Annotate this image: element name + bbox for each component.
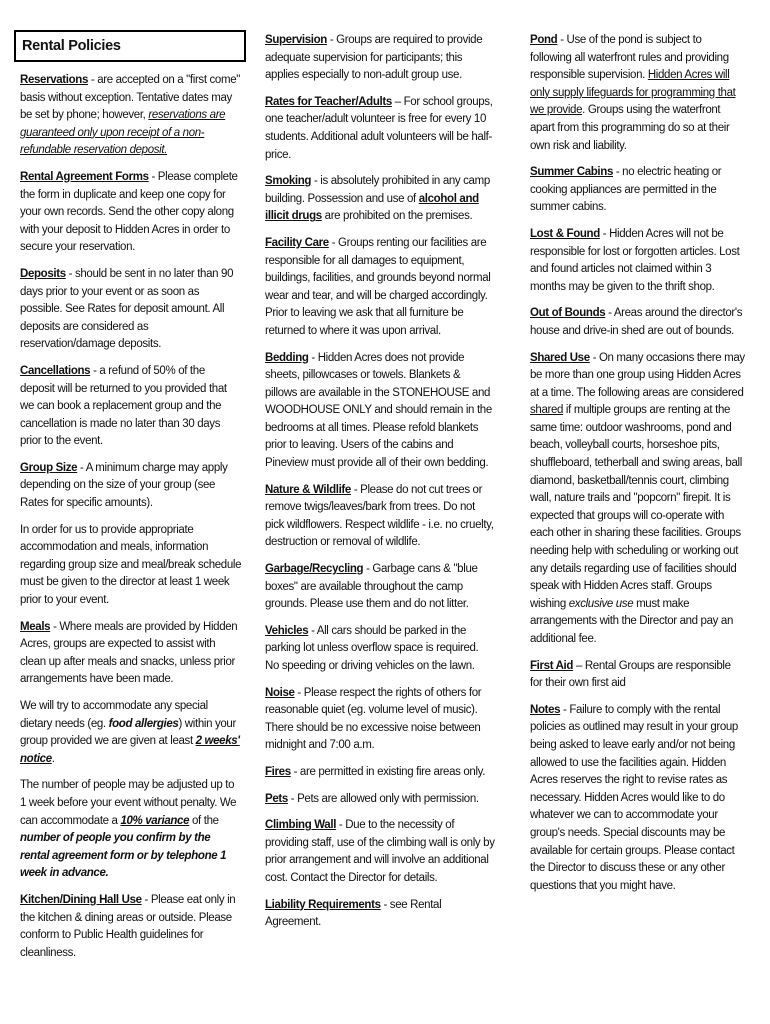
climbing-paragraph (265, 817, 495, 887)
kitchen-paragraph (20, 892, 242, 962)
deposits-text: - should be sent in no later than 90 days prior to your event or as soon as possible. See Rates for deposit amount. All deposits are considered as reservation/damage deposits. (20, 267, 234, 351)
reservations-heading: Reservations (20, 74, 89, 86)
facility-heading: Facility Care (265, 236, 329, 249)
group-size-paragraph (20, 460, 242, 513)
shared-use-italic: exclusive use (568, 597, 634, 610)
kitchen-heading: Kitchen/Dining Hall Use (20, 893, 142, 906)
noise-heading: Noise (265, 686, 295, 699)
liability-heading: Liability Requirements (265, 898, 381, 911)
smoking-heading: Smoking (265, 175, 312, 188)
meals-paragraph (20, 619, 242, 689)
dietary-paragraph (20, 698, 242, 768)
nature-text: - Please do not cut trees or remove twigs/leaves/bark from trees. Do not pick wildflowers. Respect wildlife - i.e. no cruelty, destruction or removal of wildlife. (265, 483, 494, 549)
notes-text: - Failure to comply with the rental policies as outlined may result in your group being asked to leave early and/or not being allowed to use the facilities again. Hidden Acres reserves the right to revise rates as necessary. Hidden Acres would like to do whatever we can to accommodate your group's needs. Special discounts may be available for certain groups. Please contact the Director to discuss these or any other questions that you might have. (530, 703, 738, 892)
liability-paragraph (265, 897, 495, 932)
column-3 (530, 32, 745, 904)
order-paragraph: In order for us to provide appropriate accommodation and meals, information regarding group size and meal/break schedule must be given to the director at least 1 week prior to your event. (20, 523, 242, 607)
group-size-text: - A minimum charge may apply depending on the size of your group (see Rates for specific amounts). (20, 461, 228, 510)
bounds-heading: Out of Bounds (530, 307, 606, 320)
pond-emphasis: Hidden Acres will only supply lifeguards for programming that we provide (530, 69, 736, 117)
rates-text: – For school groups, one teacher/adult volunteer is free for every 10 students. Additional adult volunteers will be half-price. (265, 95, 493, 161)
supervision-paragraph (265, 32, 495, 85)
pets-text: - Pets are allowed only with permission. (287, 792, 479, 805)
bounds-paragraph (530, 305, 745, 340)
notes-paragraph (530, 702, 745, 896)
vehicles-heading: Vehicles (265, 624, 309, 637)
fires-heading: Fires (265, 765, 291, 778)
bedding-heading: Bedding (265, 351, 309, 364)
rates-heading: Rates for Teacher/Adults (265, 95, 392, 108)
garbage-heading: Garbage/Recycling (265, 563, 364, 576)
shared-use-emphasis: shared (530, 404, 564, 417)
liability-text: - see Rental Agreement. (265, 898, 442, 929)
lost-found-paragraph (530, 226, 745, 296)
title-box (14, 30, 246, 62)
rental-forms-paragraph (20, 169, 242, 257)
shared-use-text-1: - On many occasions there may be more than one group using Hidden Acres at a time. The following areas are considered (530, 351, 745, 399)
shared-use-heading: Shared Use (530, 351, 590, 364)
shared-use-text-3: must make arrangements with the Director and pay an additional fee. (530, 597, 733, 645)
lost-found-text: - Hidden Acres will not be responsible for lost or forgotten articles. Lost and found articles not claimed within 3 months may be given to the thrift shop. (530, 227, 740, 293)
bedding-paragraph (265, 350, 495, 473)
group-size-heading: Group Size (20, 461, 78, 474)
facility-paragraph (265, 235, 495, 341)
dietary-text-e: . (51, 752, 55, 765)
page-title: Rental Policies (22, 38, 121, 54)
garbage-text: - Garbage cans & "blue boxes" are available throughout the camp grounds. Please use them and do not litter. (265, 563, 478, 611)
cancellations-text: - a refund of 50% of the deposit will be returned to you provided that we can book a replacement group and the cancellation is made no later than 30 days prior to the event. (20, 364, 227, 448)
deposits-heading: Deposits (20, 267, 66, 280)
climbing-heading: Climbing Wall (265, 819, 337, 832)
smoking-emphasis: alcohol and illicit drugs (265, 192, 479, 223)
number-paragraph (20, 777, 242, 883)
nature-paragraph (265, 482, 495, 552)
supervision-text: - Groups are required to provide adequate supervision for participants; this applies especially to non-adult group use. (265, 34, 483, 82)
kitchen-text: - Please eat only in the kitchen & dining areas or outside. Please conform to Public Health guidelines for cleanliness. (20, 893, 236, 959)
number-emphasis-confirm: number of people you confirm by the rental agreement form or by telephone 1 week in advance. (20, 832, 227, 880)
smoking-paragraph (265, 173, 495, 226)
dietary-text-c: ) within your group provided we are given at least (20, 717, 236, 748)
pets-paragraph (265, 791, 495, 809)
pond-text-2: . Groups using the waterfront apart from this programming do so at their own risk and liability. (530, 104, 730, 152)
notes-heading: Notes (530, 703, 561, 716)
rates-paragraph (265, 94, 495, 164)
dietary-emphasis-allergies: food allergies (108, 717, 179, 730)
vehicles-paragraph (265, 623, 495, 676)
fires-paragraph (265, 764, 495, 782)
shared-use-paragraph (530, 350, 745, 649)
column-1 (20, 30, 242, 971)
pond-heading: Pond (530, 34, 558, 46)
facility-text: - Groups renting our facilities are responsible for all damages to equipment, buildings, facilities, and grounds beyond normal wear and tear, and will be charged accordingly. Prior to leaving we ask that all furniture be returned to where it was upon arrival. (265, 236, 491, 337)
dietary-emphasis-notice: 2 weeks' notice (20, 735, 240, 765)
noise-text: - Please respect the rights of others for reasonable quiet (eg. volume level of music). There should be no excessive noise between midnight and 7:00 a.m. (265, 686, 482, 752)
shared-use-text-2: if multiple groups are renting at the same time: outdoor washrooms, pond and beach, volleyball courts, horseshoe pits, shuffleboard, tetherball and swing areas, ball diamond, basketball/tennis court, climbing wall, nature trails and "popcorn" firepit. It is expected that groups will co-operate with each other in sharing these facilities. Groups needing help with scheduling or working out any details regarding use of facilities should speak with Hidden Acres staff. Groups wishing (530, 404, 742, 610)
pond-paragraph (530, 32, 745, 155)
meals-heading: Meals (20, 620, 51, 633)
lost-found-heading: Lost & Found (530, 227, 600, 240)
cancellations-heading: Cancellations (20, 364, 91, 377)
first-aid-text: – Rental Groups are responsible for their own first aid (530, 659, 731, 690)
cabins-text: - no electric heating or cooking appliances are permitted in the summer cabins. (530, 166, 722, 214)
pets-heading: Pets (265, 792, 288, 805)
first-aid-paragraph (530, 658, 745, 693)
bounds-text: - Areas around the director's house and drive-in shed are out of bounds. (530, 307, 743, 337)
noise-paragraph (265, 685, 495, 755)
number-text-a: The number of people may be adjusted up to 1 week before your event without penalty. We can accommodate a (20, 779, 237, 827)
column-2 (265, 32, 495, 941)
dietary-text-a: We will try to accommodate any special dietary needs (eg. (20, 700, 208, 730)
number-emphasis-variance: 10% variance (120, 814, 190, 827)
first-aid-heading: First Aid (530, 659, 574, 672)
cancellations-paragraph (20, 363, 242, 451)
reservations-paragraph (20, 72, 242, 160)
meals-text: - Where meals are provided by Hidden Acres, groups are expected to assist with clean up after meals and snacks, unless prior arrangements have been made. (20, 620, 238, 686)
supervision-heading: Supervision (265, 34, 327, 46)
deposits-paragraph (20, 266, 242, 354)
rental-forms-text: - Please complete the form in duplicate and keep one copy for your own records. Send the other copy along with your deposit to Hidden Acres in order to secure your reservation. (20, 170, 238, 254)
smoking-text-1: - is absolutely prohibited in any camp building. Possession and use of (265, 175, 490, 205)
reservations-text: - are accepted on a "first come" basis without exception. Tentative dates may be set by phone; however, (20, 74, 240, 122)
smoking-text-2: are prohibited on the premises. (321, 210, 473, 223)
nature-heading: Nature & Wildlife (265, 483, 351, 496)
fires-text: - are permitted in existing fire areas only. (290, 765, 486, 778)
climbing-text: - Due to the necessity of providing staff, use of the climbing wall is only by prior arrangement and will involve an additional cost. Contact the Director for details. (265, 819, 495, 884)
rental-forms-heading: Rental Agreement Forms (20, 170, 149, 183)
cabins-heading: Summer Cabins (530, 166, 614, 179)
vehicles-text: - All cars should be parked in the parking lot unless overflow space is required. No speeding or driving vehicles on the lawn. (265, 624, 479, 672)
bedding-text: - Hidden Acres does not provide sheets, pillowcases or towels. Blankets & pillows are available in the STONEHOUSE and WOODHOUSE ONLY and should remain in the bedrooms at all times. Please refold blankets prior to leaving. Users of the cabins and Pineview must provide all of their own bedding. (265, 351, 492, 470)
garbage-paragraph (265, 561, 495, 614)
cabins-paragraph (530, 164, 745, 217)
pond-text-1: - Use of the pond is subject to following all waterfront rules and providing responsible supervision. (530, 34, 729, 82)
number-text-c: of the (189, 814, 219, 827)
reservations-emphasis: reservations are guaranteed only upon receipt of a non-refundable reservation deposit. (20, 109, 226, 157)
